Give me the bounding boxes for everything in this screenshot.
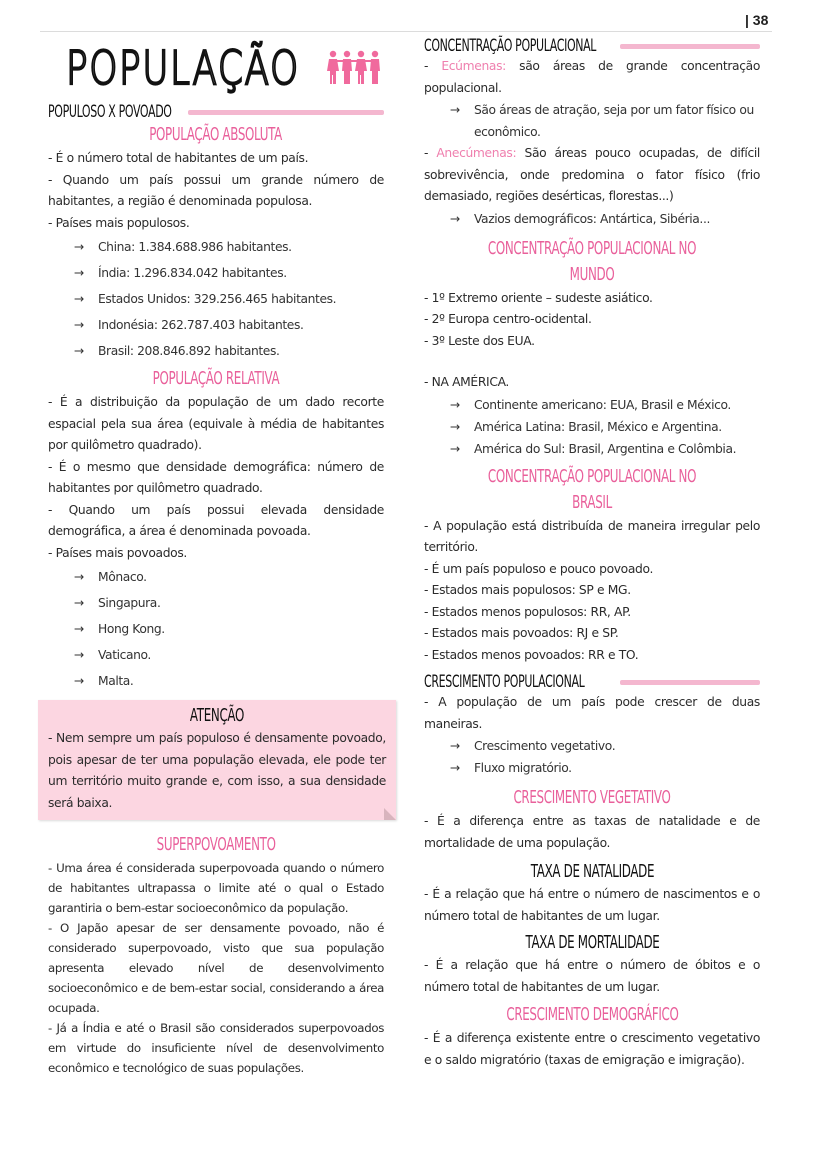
arrow-icon: → [74, 292, 84, 306]
arrow-icon: → [450, 761, 460, 775]
paragraph: - É a relação que há entre o número de óbitos e o número total de habitantes de um lugar. [424, 958, 760, 994]
paragraph: - É a relação que há entre o número de nascimentos e o número total de habitantes de um lugar. [424, 887, 760, 923]
title-row [66, 36, 384, 100]
line: - É um país populoso e pouco povoado. [424, 561, 654, 576]
list-item: → Vazios demográficos: Antártica, Sibéria... [424, 208, 760, 230]
list-item: → Estados Unidos: 329.256.465 habitantes. [48, 286, 384, 312]
attention-note [38, 700, 396, 820]
arrow-icon: → [74, 596, 84, 610]
list-item: → Brasil: 208.846.892 habitantes. [48, 338, 384, 364]
list-item: → Crescimento vegetativo. [424, 735, 760, 757]
people-icon [326, 50, 388, 86]
attention-heading: ATENÇÃO [189, 705, 245, 726]
subheading-populacao-relativa: POPULAÇÃO RELATIVA [152, 368, 280, 389]
arrow-icon: → [74, 266, 84, 280]
list-item: → Mônaco. [48, 564, 384, 590]
paragraph: - Já a Índia e até o Brasil são considerados superpovoados em virtude do insuficiente nível de desenvolvimento econômico e tecnológico de suas populações. [48, 1021, 384, 1075]
people-group-icon [326, 50, 388, 86]
america-label: - NA AMÉRICA. [424, 375, 509, 389]
arrow-icon: → [450, 397, 460, 412]
paragraph: - A população está distribuída de maneira irregular pelo território. [424, 518, 760, 554]
paragraph: - Quando um país possui elevada densidade demográfica, a área é denominada povoada. [48, 502, 384, 538]
attention-text: - Nem sempre um país populoso é densamente povoado, pois apesar de ter uma população elevada, ele pode ter um território muito grande e, com isso, a sua densidade será baixa. [48, 731, 386, 810]
paragraph: - Uma área é considerada superpovoada quando o número de habitantes ultrapassa o limite até o qual o Estado garantiria o bem-estar socioeconômico da população. [48, 861, 384, 915]
page-curl-icon [384, 808, 396, 820]
list-item: → China: 1.384.688.986 habitantes. [48, 234, 384, 260]
paragraph: - A população de um país pode crescer de duas maneiras. [424, 695, 760, 731]
arrow-icon: → [450, 739, 460, 753]
list-item: → Fluxo migratório. [424, 757, 760, 779]
paragraph: - É a distribuição da população de um dado recorte espacial pela sua área (equivale à média de habitantes por quilômetro quadrado). [48, 395, 384, 452]
paragraph: - Países mais populosos. [48, 215, 190, 230]
header-rule [40, 31, 772, 32]
paragraph: - O Japão apesar de ser densamente povoado, não é considerado superpovoado, visto que sua população apresenta elevado nível de desenvolvimento socioeconômico e de bem-estar social, considerando a área ocupada. [48, 921, 384, 1015]
arrow-icon: → [74, 240, 84, 254]
arrow-icon: → [74, 674, 84, 688]
list-item: → América do Sul: Brasil, Argentina e Colômbia. [424, 438, 760, 460]
line: - Estados mais populosos: SP e MG. [424, 583, 631, 597]
list-item: → América Latina: Brasil, México e Argentina. [424, 416, 760, 438]
list-item: → São áreas de atração, seja por um fator físico ou econômico. [424, 99, 760, 143]
right-column [424, 36, 760, 1071]
page-number: | 38 [745, 12, 769, 28]
section-heading-populoso-povoado [48, 102, 384, 122]
arrow-icon: → [450, 103, 460, 117]
arrow-icon: → [74, 344, 84, 358]
populated-countries-list [48, 564, 384, 694]
line: - Estados menos populosos: RR, AP. [424, 604, 631, 619]
ecumenas-paragraph: - Ecúmenas: são áreas de grande concentração populacional. [424, 59, 760, 95]
arrow-icon: → [74, 648, 84, 662]
heading-bar [620, 680, 760, 685]
heading-bar [620, 44, 760, 49]
line: - 2º Europa centro-ocidental. [424, 312, 592, 326]
arrow-icon: → [450, 419, 460, 434]
paragraph: - É o mesmo que densidade demográfica: número de habitantes por quilômetro quadrado. [48, 459, 384, 495]
ecumenas-term: Ecúmenas: [441, 59, 506, 73]
subheading-mundo: CONCENTRAÇÃO POPULACIONAL NO MUNDO [487, 237, 697, 285]
list-item: → Vaticano. [48, 642, 384, 668]
arrow-icon: → [450, 441, 460, 456]
list-item: → Indonésia: 262.787.403 habitantes. [48, 312, 384, 338]
line: - 3º Leste dos EUA. [424, 333, 535, 348]
anecumenas-term: Anecúmenas: [436, 146, 517, 160]
subheading-natalidade: TAXA DE NATALIDADE [530, 861, 654, 882]
section-heading-text: CRESCIMENTO POPULACIONAL [424, 672, 585, 692]
paragraph: - É o número total de habitantes de um país. [48, 151, 309, 165]
paragraph: - É a diferença existente entre o crescimento vegetativo e o saldo migratório (taxas de emigração e imigração). [424, 1031, 760, 1067]
paragraph: - Países mais povoados. [48, 545, 187, 560]
page-title: POPULAÇÃO [66, 41, 300, 95]
subheading-populacao-absoluta: POPULAÇÃO ABSOLUTA [149, 124, 283, 145]
arrow-icon: → [450, 211, 460, 226]
list-item: → Continente americano: EUA, Brasil e México. [424, 394, 760, 416]
paragraph: - Quando um país possui um grande número de habitantes, a região é denominada populosa. [48, 172, 384, 208]
arrow-icon: → [74, 622, 84, 636]
section-heading-text: POPULOSO X POVOADO [48, 102, 172, 122]
anecumenas-paragraph: - Anecúmenas: São áreas pouco ocupadas, de difícil sobrevivência, onde predomina o fator físico (frio demasiado, regiões desérticas, florestas...) [424, 146, 760, 203]
arrow-icon: → [74, 318, 84, 332]
heading-bar [188, 110, 384, 115]
paragraph: - É a diferença entre as taxas de natalidade e de mortalidade de uma população. [424, 814, 760, 850]
list-item: → Malta. [48, 668, 384, 694]
section-heading-concentracao [424, 36, 760, 56]
line: - Estados mais povoados: RJ e SP. [424, 626, 619, 640]
subheading-brasil: CONCENTRAÇÃO POPULACIONAL NO BRASIL [487, 465, 697, 513]
section-heading-text: CONCENTRAÇÃO POPULACIONAL [424, 36, 597, 56]
left-column [48, 36, 384, 1078]
list-item: → Hong Kong. [48, 616, 384, 642]
list-item: → Índia: 1.296.834.042 habitantes. [48, 260, 384, 286]
arrow-icon: → [74, 570, 84, 584]
section-heading-crescimento [424, 672, 760, 692]
subheading-superpovoamento: SUPERPOVOAMENTO [156, 834, 276, 855]
subheading-mortalidade: TAXA DE MORTALIDADE [525, 932, 659, 953]
subheading-demografico: CRESCIMENTO DEMOGRÁFICO [505, 1004, 679, 1025]
subheading-vegetativo: CRESCIMENTO VEGETATIVO [513, 787, 671, 808]
line: - Estados menos povoados: RR e TO. [424, 647, 639, 662]
list-item: → Singapura. [48, 590, 384, 616]
populous-countries-list [48, 234, 384, 364]
line: - 1º Extremo oriente – sudeste asiático. [424, 290, 653, 305]
